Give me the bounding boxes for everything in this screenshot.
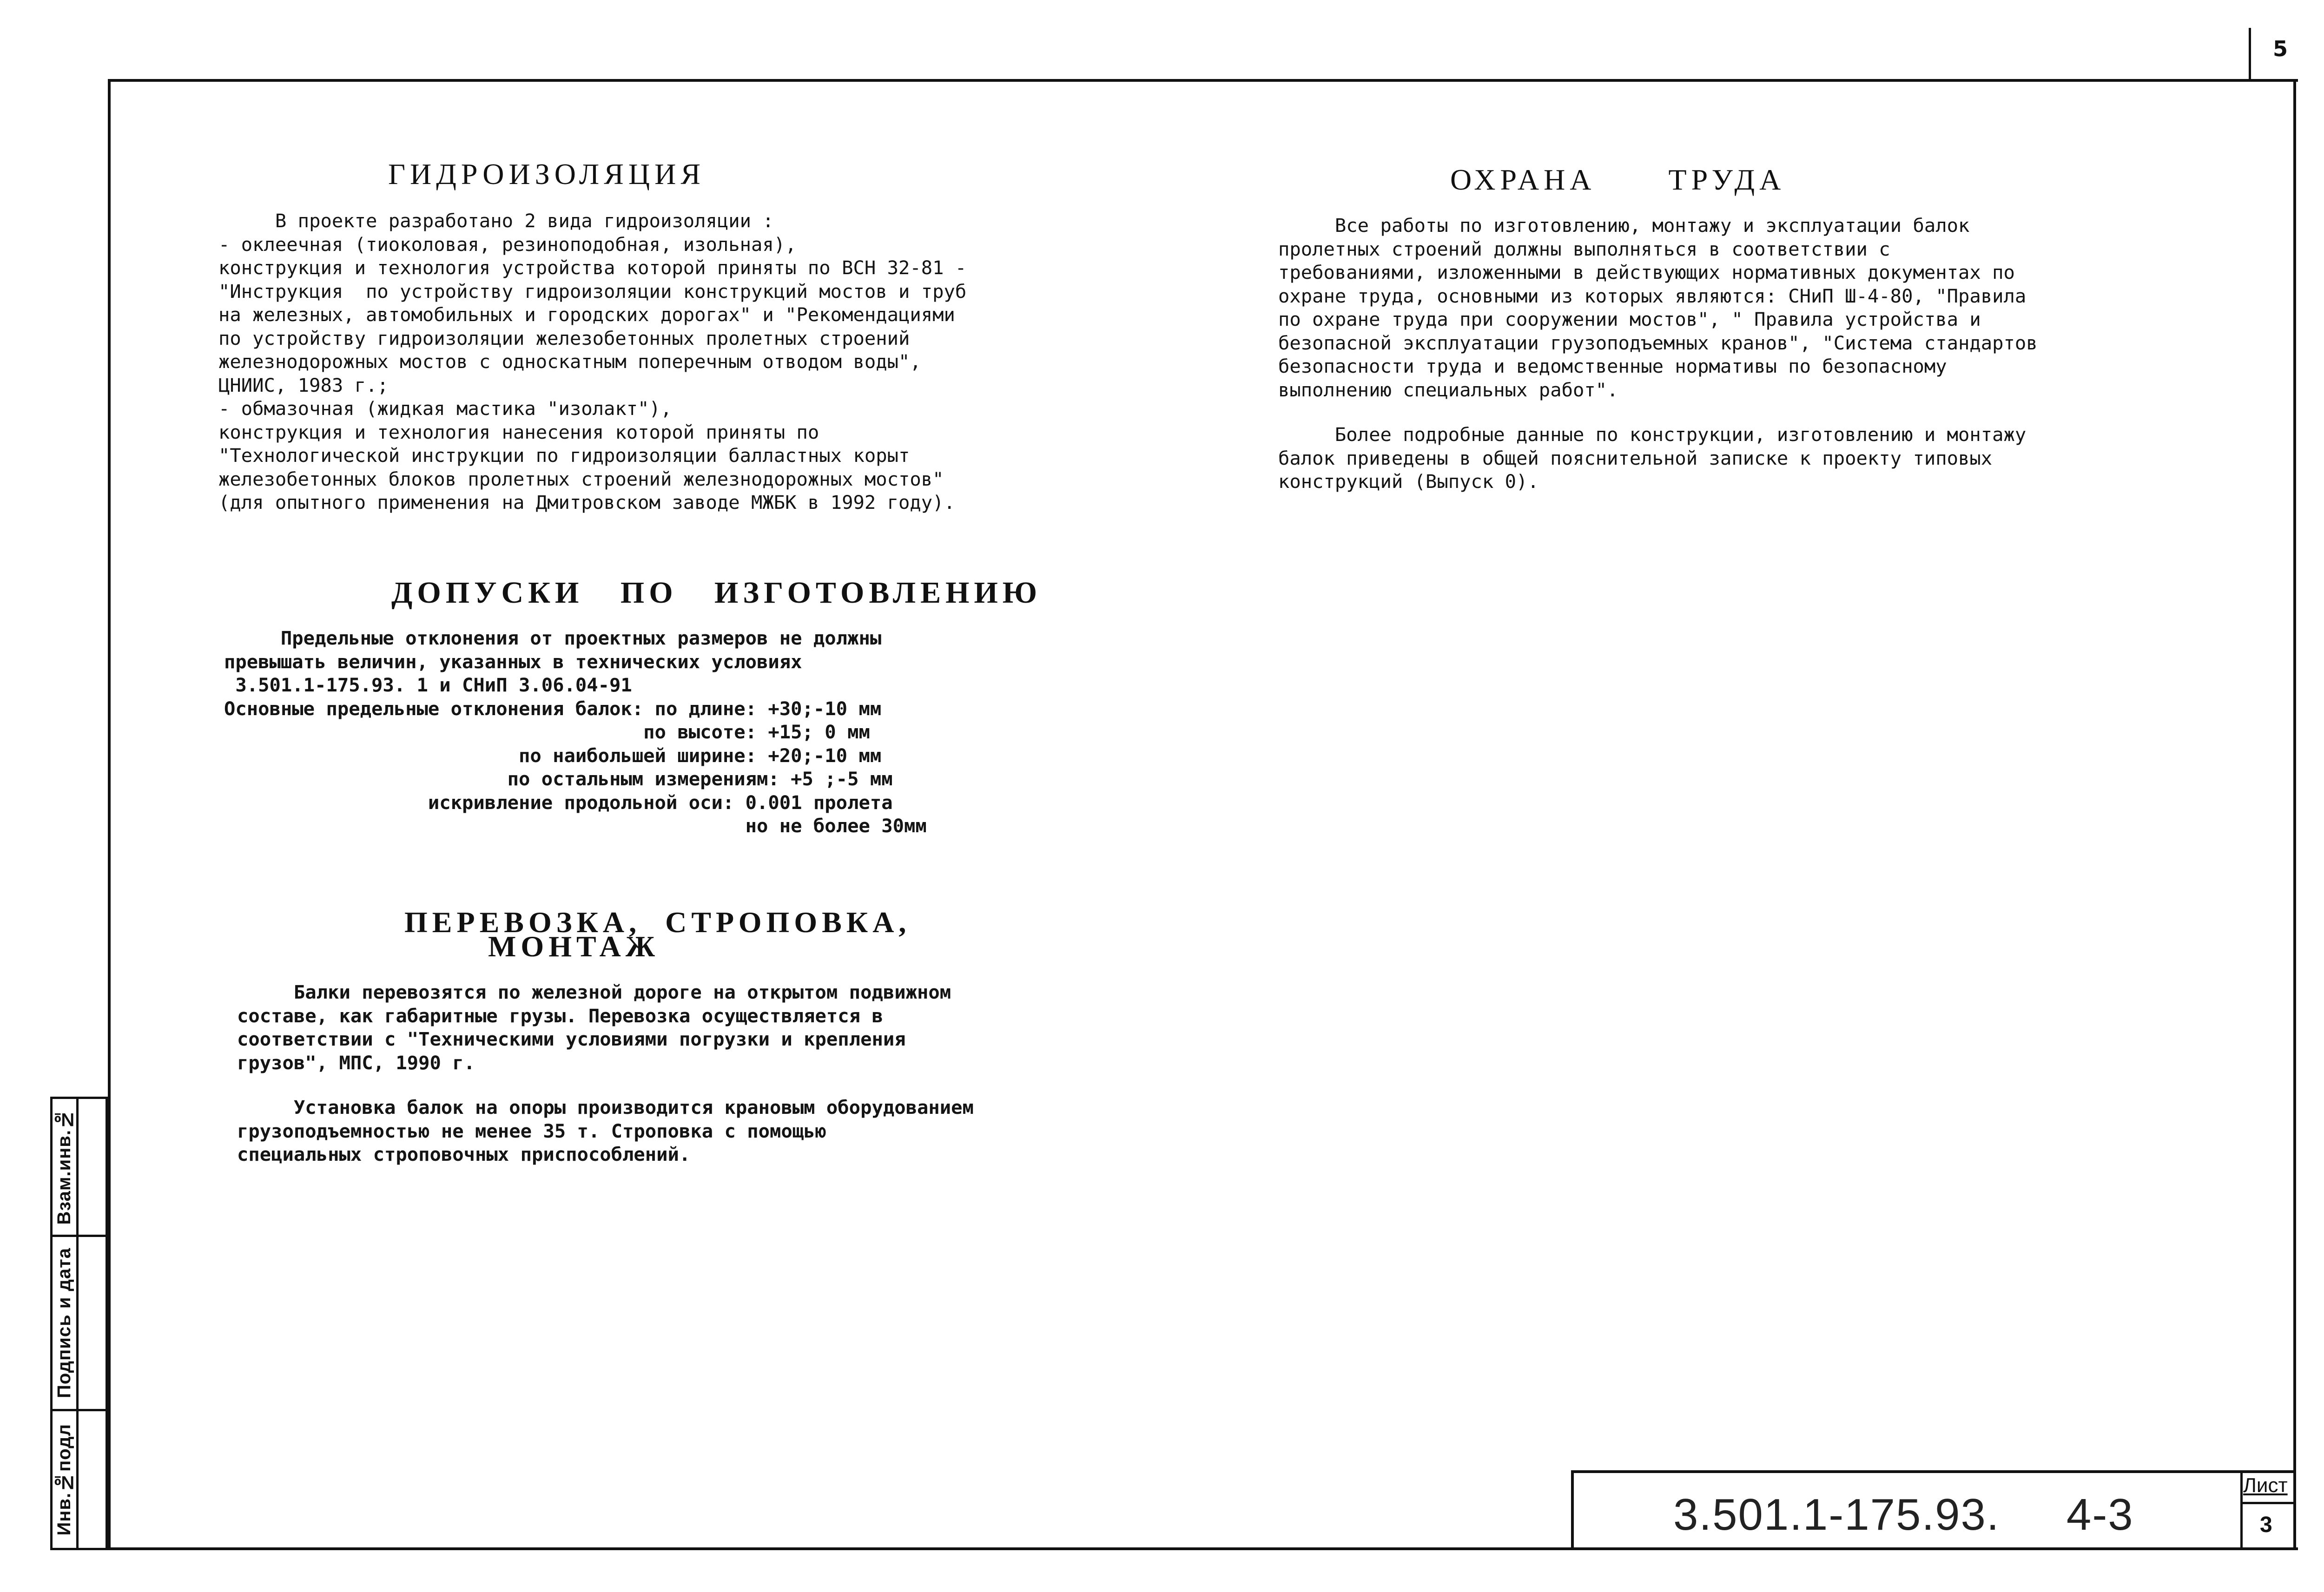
tolerances-line: искривление продольной оси: 0.001 пролета [224, 791, 893, 814]
hydro-line: (для опытного применения на Дмитровском заводе МЖБК в 1992 году). [218, 491, 955, 513]
page-number-divider [2249, 28, 2251, 79]
side-stamp-cell-inventory [50, 1409, 108, 1550]
transport-paragraph-2 [237, 1096, 974, 1166]
transport-line: составе, как габаритные грузы. Перевозка осуществляется в [237, 1004, 883, 1027]
hydro-text [218, 209, 966, 514]
hydro-line: на железных, автомобильных и городских дорогах" и "Рекомендациями [218, 303, 955, 326]
tolerances-line: но не более 30мм [224, 815, 927, 837]
sheet-box-divider [2240, 1502, 2293, 1504]
safety-line: конструкций (Выпуск 0). [1278, 470, 1539, 493]
hydro-line: по устройству гидроизоляции железобетонных пролетных строений [218, 327, 910, 349]
safety-paragraph-2 [1278, 423, 2026, 493]
side-stamp-label: Инв.№подл [54, 1423, 74, 1536]
side-stamp-label: Взам.инв.№ [54, 1109, 74, 1225]
tolerances-line: по остальным измерениям: +5 ;-5 мм [224, 768, 893, 790]
heading-hydro: ГИДРОИЗОЛЯЦИЯ [388, 158, 705, 191]
frame-right-border [2293, 79, 2296, 1550]
side-stamp-strip [50, 1097, 108, 1550]
hydro-line: конструкция и технология устройства которой приняты по ВСН 32-81 - [218, 257, 967, 279]
heading-transport-line1: ПЕРЕВОЗКА, СТРОПОВКА, [404, 906, 911, 939]
side-stamp-cell-replacement [50, 1097, 108, 1237]
safety-line: требованиями, изложенными в действующих нормативных документах по [1278, 261, 2015, 283]
frame-top-border [108, 79, 2298, 82]
hydro-line: - обмазочная (жидкая мастика "изолакт"), [218, 397, 672, 420]
hydro-line: железобетонных блоков пролетных строений железнодорожных мостов" [218, 467, 944, 490]
page-number: 5 [2273, 36, 2288, 61]
transport-line: специальных строповочных приспособлений. [237, 1143, 691, 1165]
heading-safety: ОХРАНА ТРУДА [1450, 163, 1786, 196]
safety-line: по охране труда при сооружении мостов", " Правила устройства и [1278, 308, 1981, 330]
side-stamp-label-cell [53, 1099, 79, 1235]
side-stamp-label: Подпись и дата [54, 1248, 74, 1398]
transport-line: Установка балок на опоры производится крановым оборудованием [237, 1096, 974, 1118]
hydro-line: В проекте разработано 2 вида гидроизоляции : [218, 210, 774, 232]
hydro-line: - оклеечная (тиоколовая, резиноподобная, изольная), [218, 233, 797, 256]
transport-line: грузов", МПС, 1990 г. [237, 1051, 475, 1074]
transport-line: Балки перевозятся по железной дороге на открытом подвижном [237, 981, 951, 1003]
tolerances-line: по высоте: +15; 0 мм [224, 721, 870, 743]
hydro-line: ЦНИИС, 1983 г.; [218, 374, 389, 396]
safety-line: Более подробные данные по конструкции, изготовлению и монтажу [1278, 423, 2027, 446]
sheet-number: 3 [2260, 1513, 2272, 1537]
tolerances-line: 3.501.1-175.93. 1 и СНиП 3.06.04-91 [224, 674, 632, 696]
safety-paragraph-1 [1278, 214, 2038, 401]
hydro-line: конструкция и технология нанесения которой приняты по [218, 421, 819, 443]
tolerances-line: по наибольшей ширине: +20;-10 мм [224, 744, 882, 767]
tolerances-line: превышать величин, указанных в технических условиях [224, 650, 802, 673]
tolerances-line: Предельные отклонения от проектных размеров не должны [224, 627, 882, 649]
side-stamp-label-cell [53, 1411, 79, 1548]
sheet-label: Лист [2243, 1474, 2288, 1497]
heading-transport-line2: МОНТАЖ [488, 930, 660, 963]
hydro-line: "Инструкция по устройству гидроизоляции конструкций мостов и труб [218, 280, 967, 303]
document-code: 3.501.1-175.93. 4-3 [1673, 1490, 2134, 1539]
safety-line: Все работы по изготовлению, монтажу и эксплуатации балок [1278, 214, 1970, 237]
safety-line: выполнению специальных работ". [1278, 378, 1618, 401]
side-stamp-label-cell [53, 1237, 79, 1409]
safety-line: пролетных строений должны выполняться в соответствии с [1278, 237, 1890, 260]
hydro-line: железнодорожных мостов с односкатным поперечным отводом воды", [218, 350, 921, 373]
tolerances-line: Основные предельные отклонения балок: по длине: +30;-10 мм [224, 697, 882, 720]
transport-paragraph-1 [237, 980, 951, 1074]
side-stamp-cell-signature [50, 1235, 108, 1411]
safety-line: безопасной эксплуатации грузоподъемных кранов", "Система стандартов [1278, 331, 2038, 354]
tolerances-text [224, 626, 927, 838]
hydro-line: "Технологической инструкции по гидроизоляции балластных корыт [218, 444, 910, 467]
frame-left-border [108, 79, 111, 1550]
safety-line: безопасности труда и ведомственные нормативы по безопасному [1278, 355, 1947, 377]
frame-bottom-border [108, 1547, 2298, 1550]
safety-line: балок приведены в общей пояснительной записке к проекту типовых [1278, 447, 1993, 469]
safety-line: охране труда, основными из которых являются: СНиП Ш-4-80, "Правила [1278, 284, 2027, 307]
heading-tolerances: ДОПУСКИ ПО ИЗГОТОВЛЕНИЮ [391, 576, 1042, 610]
transport-line: соответствии с "Техническими условиями погрузки и крепления [237, 1028, 906, 1050]
transport-line: грузоподъемностью не менее 35 т. Строповка с помощью [237, 1119, 826, 1142]
